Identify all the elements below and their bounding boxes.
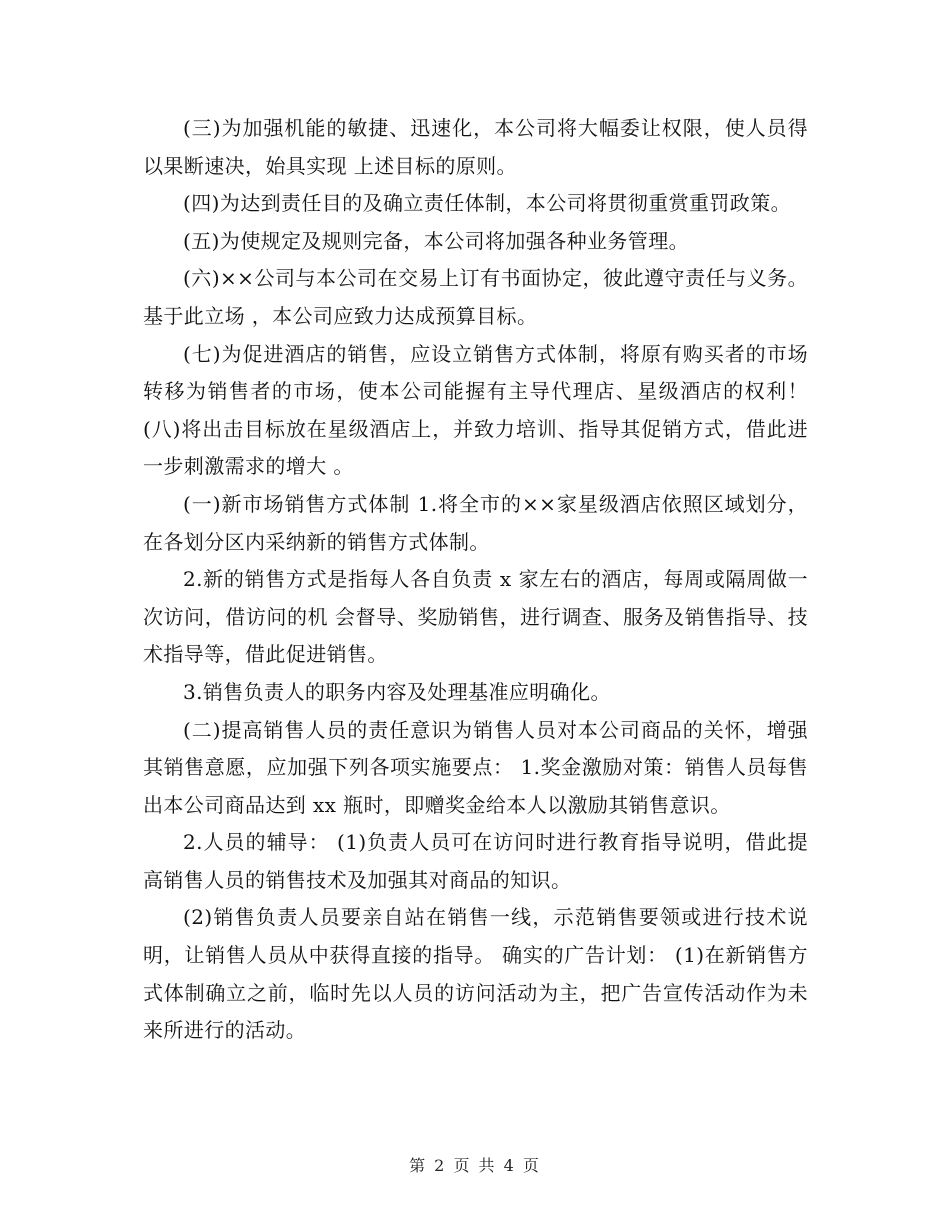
paragraph: 2.人员的辅导： (1)负责人员可在访问时进行教育指导说明，借此提高销售人员的销售技术及加强其对商品的知识。: [143, 830, 808, 892]
paragraph: 2.新的销售方式是指每人各自负责 x 家左右的酒店，每周或隔周做一次访问，借访问的机 会督导、奖励销售，进行调查、服务及销售指导、技术指导等，借此促进销售。: [143, 567, 808, 667]
paragraph: (一)新市场销售方式体制 1.将全市的××家星级酒店依照区域划分，在各划分区内采纳新的销售方式体制。: [143, 491, 808, 554]
paragraph: (二)提高销售人员的责任意识为销售人员对本公司商品的关怀，增强其销售意愿，应加强下列各项实施要点： 1.奖金激励对策：销售人员每售出本公司商品达到 xx 瓶时，即赠奖金给本人以激励其销售意识。: [143, 717, 808, 817]
paragraph: (四)为达到责任目的及确立责任体制，本公司将贯彻重赏重罚政策。: [183, 191, 792, 216]
paragraph: 3.销售负责人的职务内容及处理基准应明确化。: [183, 679, 611, 704]
paragraph: (六)××公司与本公司在交易上订有书面协定，彼此遵守责任与义务。基于此立场 ，本公司应致力达成预算目标。: [143, 266, 808, 328]
paragraph: (三)为加强机能的敏捷、迅速化，本公司将大幅委让权限，使人员得以果断速决，始具实现 上述目标的原则。: [143, 116, 808, 178]
paragraph: (五)为使规定及规则完备，本公司将加强各种业务管理。: [183, 228, 690, 253]
paragraph: (2)销售负责人员要亲自站在销售一线，示范销售要领或进行技术说明，让销售人员从中获得直接的指导。 确实的广告计划： (1)在新销售方式体制确立之前，临时先以人员的访问活动为主，把广告宣传活动作为未来所进行的活动。: [143, 905, 808, 1043]
paragraph: (七)为促进酒店的销售，应设立销售方式体制，将原有购买者的市场转移为销售者的市场，使本公司能握有主导代理店、星级酒店的权利！(八)将出击目标放在星级酒店上，并致力培训、指导其促销方式，借此进一步刺激需求的增大 。: [143, 341, 808, 479]
page-number-footer: 第 2 页 共 4 页: [409, 1156, 541, 1175]
document-body: [143, 110, 808, 1050]
